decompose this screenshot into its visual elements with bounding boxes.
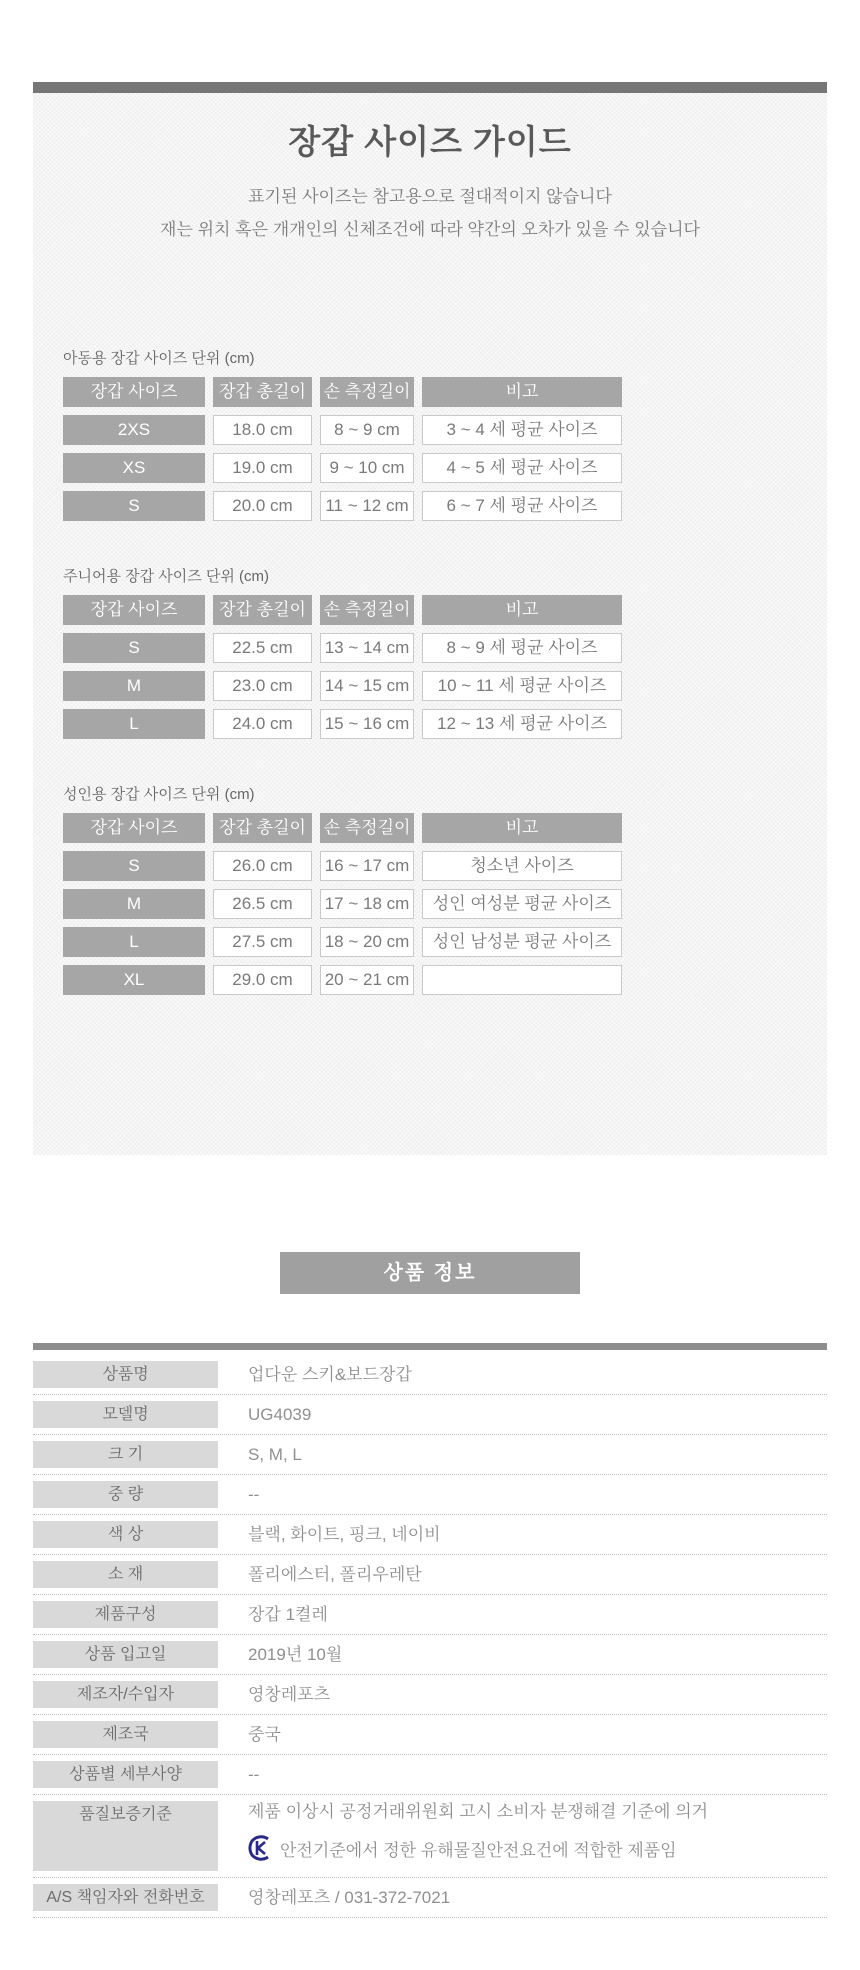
column-header: 손 측정길이	[320, 377, 414, 407]
column-header: 장갑 사이즈	[63, 595, 205, 625]
size-table-grid	[63, 377, 827, 521]
product-info-row-value: --	[248, 1484, 260, 1504]
product-info-row-value	[248, 1801, 708, 1867]
product-info-row	[33, 1675, 827, 1715]
product-info-row	[33, 1878, 827, 1918]
column-header: 비고	[422, 377, 622, 407]
value-cell: 13 ~ 14 cm	[320, 633, 414, 663]
value-cell: 24.0 cm	[213, 709, 312, 739]
kc-certification-icon	[248, 1835, 270, 1867]
value-cell: 29.0 cm	[213, 965, 312, 995]
size-guide-title: 장갑 사이즈 가이드	[288, 123, 572, 160]
size-tables	[63, 349, 827, 995]
value-cell: 8 ~ 9 cm	[320, 415, 414, 445]
size-cell: 2XS	[63, 415, 205, 445]
product-info-row	[33, 1635, 827, 1675]
value-cell: 16 ~ 17 cm	[320, 851, 414, 881]
value-cell: 11 ~ 12 cm	[320, 491, 414, 521]
size-cell: S	[63, 633, 205, 663]
product-info-row	[33, 1755, 827, 1795]
column-header: 장갑 총길이	[213, 813, 312, 843]
value-cell: 27.5 cm	[213, 927, 312, 957]
product-info-row-value: 중국	[248, 1724, 281, 1744]
column-header: 비고	[422, 595, 622, 625]
product-info-row	[33, 1515, 827, 1555]
value-cell: 3 ~ 4 세 평균 사이즈	[422, 415, 622, 445]
size-cell: L	[63, 927, 205, 957]
size-cell: M	[63, 889, 205, 919]
value-cell: 성인 남성분 평균 사이즈	[422, 927, 622, 957]
size-table-0	[63, 349, 827, 521]
product-info-row	[33, 1475, 827, 1515]
size-table-grid	[63, 595, 827, 739]
product-info-row-label: 중 량	[33, 1481, 218, 1508]
value-cell: 23.0 cm	[213, 671, 312, 701]
product-info-row-label: 제품구성	[33, 1601, 218, 1628]
value-cell: 청소년 사이즈	[422, 851, 622, 881]
column-header: 장갑 총길이	[213, 377, 312, 407]
size-guide-panel	[33, 93, 827, 1155]
value-cell: 10 ~ 11 세 평균 사이즈	[422, 671, 622, 701]
column-header: 손 측정길이	[320, 813, 414, 843]
product-info-row-label: 상품명	[33, 1361, 218, 1388]
product-info-row-label: 상품별 세부사양	[33, 1761, 218, 1788]
value-cell: 18 ~ 20 cm	[320, 927, 414, 957]
product-info-row-value: 업다운 스키&보드장갑	[248, 1364, 412, 1384]
value-cell: 26.0 cm	[213, 851, 312, 881]
size-table-label: 아동용 장갑 사이즈 단위 (cm)	[63, 350, 255, 367]
product-info-row-label: 상품 입고일	[33, 1641, 218, 1668]
size-cell: S	[63, 491, 205, 521]
product-info-badge	[280, 1252, 580, 1294]
value-cell: 15 ~ 16 cm	[320, 709, 414, 739]
product-info-row-label: 제조국	[33, 1721, 218, 1748]
product-info-table	[33, 1343, 827, 1918]
product-info-row-label: 모델명	[33, 1401, 218, 1428]
product-info-row	[33, 1395, 827, 1435]
value-cell: 성인 여성분 평균 사이즈	[422, 889, 622, 919]
value-cell: 9 ~ 10 cm	[320, 453, 414, 483]
product-info-row-label: 제조자/수입자	[33, 1681, 218, 1708]
column-header: 장갑 총길이	[213, 595, 312, 625]
value-cell: 17 ~ 18 cm	[320, 889, 414, 919]
size-table-1	[63, 567, 827, 739]
size-cell: L	[63, 709, 205, 739]
size-cell: S	[63, 851, 205, 881]
value-cell: 12 ~ 13 세 평균 사이즈	[422, 709, 622, 739]
column-header: 장갑 사이즈	[63, 813, 205, 843]
product-info-row	[33, 1595, 827, 1635]
value-cell: 4 ~ 5 세 평균 사이즈	[422, 453, 622, 483]
size-cell: XS	[63, 453, 205, 483]
product-info-badge-label: 상품 정보	[383, 1262, 477, 1284]
size-table-label: 주니어용 장갑 사이즈 단위 (cm)	[63, 568, 270, 585]
column-header: 비고	[422, 813, 622, 843]
product-info-top-rule	[33, 1343, 827, 1350]
product-info-row-value: 영창레포츠 / 031-372-7021	[248, 1887, 451, 1907]
product-info-row-label: 소 재	[33, 1561, 218, 1588]
size-table-grid	[63, 813, 827, 995]
value-cell: 14 ~ 15 cm	[320, 671, 414, 701]
value-cell: 8 ~ 9 세 평균 사이즈	[422, 633, 622, 663]
product-info-row-label: 품질보증기준	[33, 1801, 218, 1871]
size-guide-subtitle-1: 표기된 사이즈는 참고용으로 절대적이지 않습니다	[248, 187, 612, 206]
product-info-row-label: A/S 책임자와 전화번호	[33, 1884, 218, 1911]
value-cell: 6 ~ 7 세 평균 사이즈	[422, 491, 622, 521]
size-table-label: 성인용 장갑 사이즈 단위 (cm)	[63, 786, 255, 803]
product-info-row	[33, 1795, 827, 1878]
size-table-2	[63, 785, 827, 995]
size-guide-subtitle-2: 재는 위치 혹은 개개인의 신체조건에 따라 약간의 오차가 있을 수 있습니다	[160, 220, 700, 239]
product-info-row	[33, 1355, 827, 1395]
product-info-row	[33, 1435, 827, 1475]
column-header: 손 측정길이	[320, 595, 414, 625]
warranty-line-1: 제품 이상시 공정거래위원회 고시 소비자 분쟁해결 기준에 의거	[248, 1802, 709, 1821]
value-cell: 26.5 cm	[213, 889, 312, 919]
product-info-row	[33, 1715, 827, 1755]
product-info-rows	[33, 1355, 827, 1918]
warranty-line-2-text: 안전기준에서 정한 유해물질안전요건에 적합한 제품임	[280, 1841, 677, 1860]
product-info-row-label: 크 기	[33, 1441, 218, 1468]
product-info-row-value: 블랙, 화이트, 핑크, 네이비	[248, 1524, 441, 1544]
product-info-row-value: 장갑 1켤레	[248, 1604, 328, 1624]
product-info-row-value: --	[248, 1764, 260, 1784]
product-info-row-value: 폴리에스터, 폴리우레탄	[248, 1564, 422, 1584]
product-info-row-label: 색 상	[33, 1521, 218, 1548]
product-info-row-value: 영창레포츠	[248, 1684, 331, 1704]
value-cell: 20 ~ 21 cm	[320, 965, 414, 995]
value-cell	[422, 965, 622, 995]
product-info-row	[33, 1555, 827, 1595]
top-divider-bar	[33, 82, 827, 93]
product-info-row-value: UG4039	[248, 1404, 312, 1424]
column-header: 장갑 사이즈	[63, 377, 205, 407]
value-cell: 22.5 cm	[213, 633, 312, 663]
value-cell: 18.0 cm	[213, 415, 312, 445]
product-info-row-value: 2019년 10월	[248, 1644, 343, 1664]
value-cell: 19.0 cm	[213, 453, 312, 483]
size-cell: XL	[63, 965, 205, 995]
value-cell: 20.0 cm	[213, 491, 312, 521]
warranty-line-2	[248, 1835, 708, 1867]
product-info-row-value: S, M, L	[248, 1444, 302, 1464]
size-cell: M	[63, 671, 205, 701]
